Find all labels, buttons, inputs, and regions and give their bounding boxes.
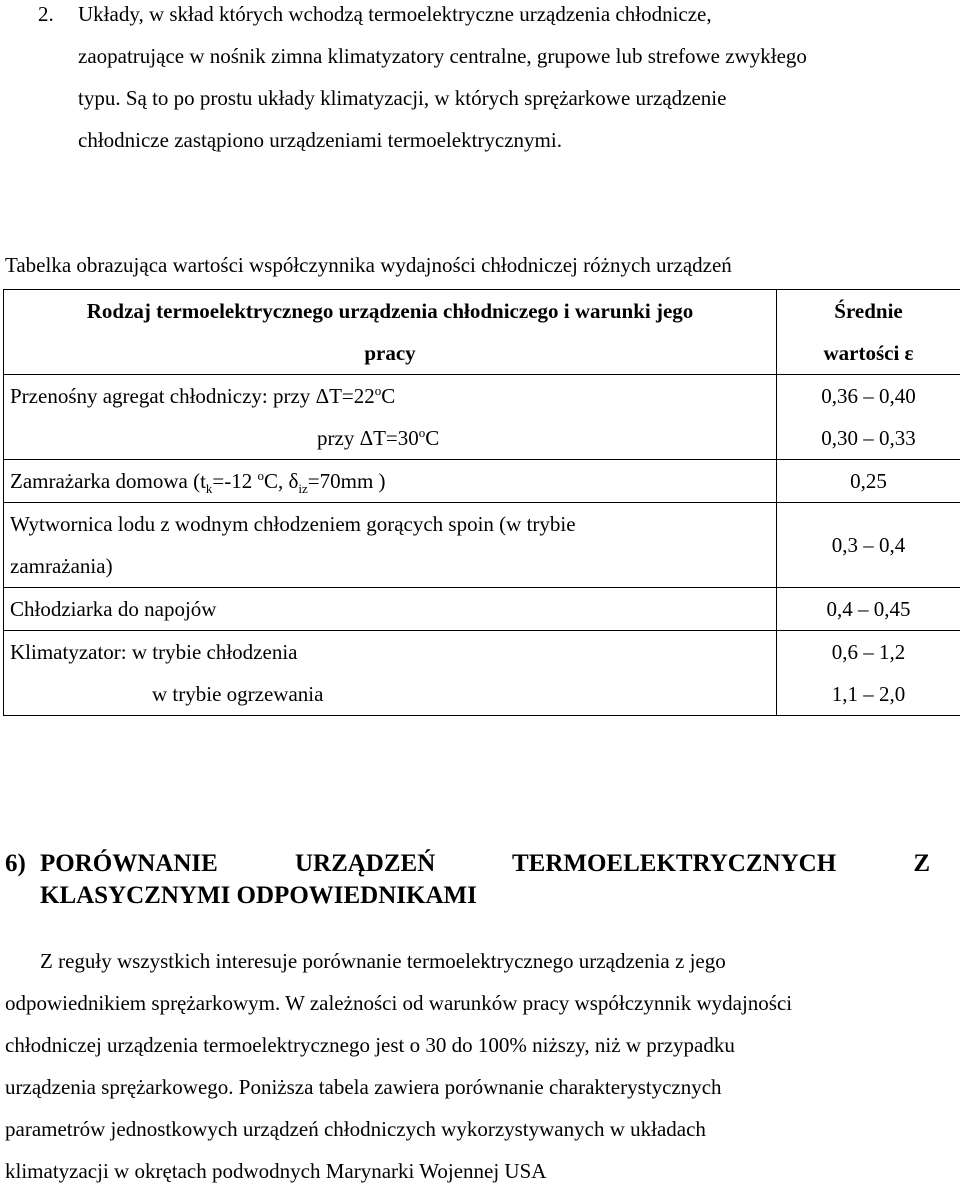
body-line-2: odpowiednikiem sprężarkowym. W zależności od warunków pracy współczynnik wydajności [5, 991, 793, 1015]
section-number: 6) [5, 850, 26, 877]
row-portable-label [4, 375, 777, 460]
header-value-line2: wartości ε [823, 341, 914, 365]
row-portable-values [777, 375, 960, 460]
row-freezer-label [4, 460, 777, 503]
table-row [4, 375, 960, 460]
drinks-value: 0,4 – 0,45 [826, 597, 911, 621]
list-item-number: 2. [38, 2, 54, 26]
freezer-p2: =-12 [212, 469, 258, 493]
list-line-1: Układy, w skład których wchodzą termoelektryczne urządzenia chłodnicze, [78, 2, 712, 26]
coefficient-table [3, 289, 960, 716]
portable-label: Przenośny agregat chłodniczy: przy [10, 384, 316, 408]
list-line-2: zaopatrujące w nośnik zimna klimatyzatory centralne, grupowe lub strefowe zwykłego [78, 44, 807, 68]
portable-cond2-prefix: przy [317, 426, 360, 450]
body-line-5: parametrów jednostkowych urządzeń chłodniczych wykorzystywanych w układach [5, 1117, 706, 1141]
freezer-sub-iz: iz [298, 481, 308, 497]
section-title-line2: KLASYCZNYMI ODPOWIEDNIKAMI [40, 882, 477, 909]
list-line-3: typu. Są to po prostu układy klimatyzacji, w których sprężarkowe urządzenie [78, 86, 727, 110]
degree-sup: o [418, 425, 426, 440]
row-freezer-value [777, 460, 960, 503]
portable-val2: 0,30 – 0,33 [821, 426, 916, 450]
table-row [4, 631, 960, 716]
freezer-p3: C, δ [264, 469, 299, 493]
unit: C [425, 426, 440, 450]
body-line-6: klimatyzacji w okrętach podwodnych Marynarki Wojennej USA [5, 1159, 547, 1183]
freezer-p1: Zamrażarka domowa (t [10, 469, 206, 493]
portable-val1: 0,36 – 0,40 [821, 384, 916, 408]
ac-line1: Klimatyzator: w trybie chłodzenia [10, 640, 298, 664]
freezer-value: 0,25 [850, 469, 887, 493]
body-line-1: Z reguły wszystkich interesuje porównanie termoelektrycznego urządzenia z jego [40, 949, 726, 973]
header-type-cell [4, 290, 777, 375]
row-ac-label [4, 631, 777, 716]
ac-line2: w trybie ogrzewania [152, 682, 324, 706]
ac-val1: 0,6 – 1,2 [831, 640, 906, 664]
list-line-4: chłodnicze zastąpiono urządzeniami termoelektrycznymi. [78, 128, 562, 152]
header-value-cell [777, 290, 960, 375]
freezer-sub-k: k [205, 481, 213, 497]
row-ice-label [4, 503, 777, 588]
unit: C [381, 384, 396, 408]
drinks-label: Chłodziarka do napojów [10, 597, 217, 621]
row-drinks-label [4, 588, 777, 631]
table-row [4, 460, 960, 503]
header-type-line1: Rodzaj termoelektrycznego urządzenia chłodniczego i warunki jego [86, 299, 694, 323]
table-row [4, 588, 960, 631]
degree-sup: o [257, 468, 264, 483]
freezer-p4: =70mm ) [307, 469, 386, 493]
ice-line2: zamrażania) [10, 554, 113, 578]
header-type-line2: pracy [364, 341, 416, 365]
degree-sup: o [374, 383, 382, 398]
table-row [4, 503, 960, 588]
row-ice-value [777, 503, 960, 588]
ice-line1: Wytwornica lodu z wodnym chłodzeniem gorących spoin (w trybie [10, 512, 576, 536]
body-line-3: chłodniczej urządzenia termoelektrycznego jest o 30 do 100% niższy, niż w przypadku [5, 1033, 735, 1057]
body-line-4: urządzenia sprężarkowego. Poniższa tabela zawiera porównanie charakterystycznych [5, 1075, 722, 1099]
table-header-row [4, 290, 960, 375]
section-title-line1: PORÓWNANIE URZĄDZEŃ TERMOELEKTRYCZNYCH Z [40, 850, 930, 877]
table-caption: Tabelka obrazująca wartości współczynnika wydajności chłodniczej różnych urządzeń [5, 253, 732, 277]
ac-val2: 1,1 – 2,0 [831, 682, 906, 706]
row-drinks-value [777, 588, 960, 631]
row-ac-values [777, 631, 960, 716]
portable-delta1: ΔT=22 [315, 384, 375, 408]
header-value-line1: Średnie [834, 299, 903, 323]
portable-delta2: ΔT=30 [359, 426, 419, 450]
ice-value: 0,3 – 0,4 [831, 533, 906, 557]
